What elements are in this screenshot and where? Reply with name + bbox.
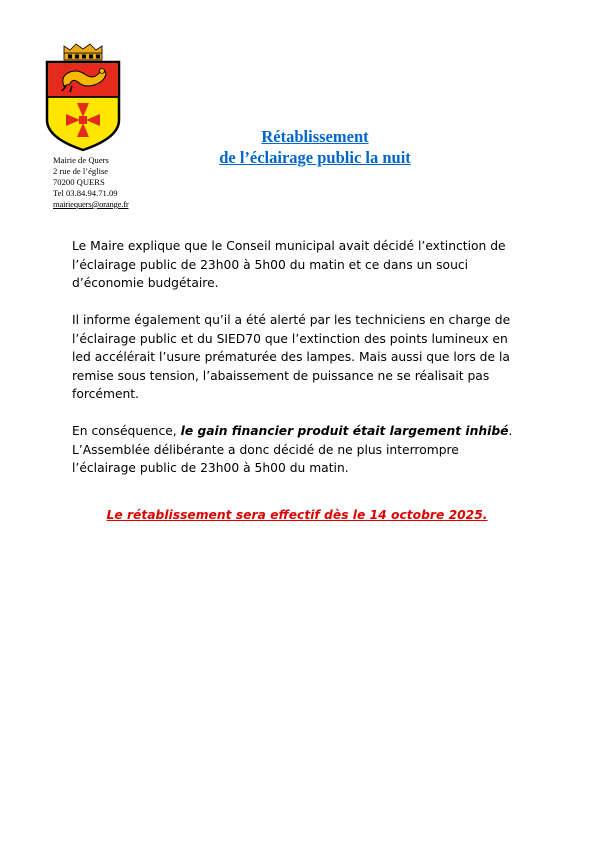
effective-date-notice: Le rétablissement sera effectif dès le 14 octobre 2025. <box>106 508 488 522</box>
paragraph-3 <box>72 422 522 478</box>
coat-of-arms-icon <box>44 42 122 152</box>
paragraph-3-end: . L’Assemblée délibérante a donc décidé de ne plus interrompre l’éclairage public de 23h00 à 5h00 du matin. <box>72 424 513 475</box>
document-title <box>160 126 470 168</box>
address-email-link[interactable]: mairiequers@orange.fr <box>53 199 129 209</box>
mairie-address <box>53 155 153 210</box>
title-line-2: de l’éclairage public la nuit <box>219 148 411 167</box>
crown-icon <box>64 44 102 60</box>
document-body <box>72 237 522 496</box>
paragraph-3-emphasis: le gain financier produit était largement inhibé <box>180 424 509 438</box>
address-name: Mairie de Quers <box>53 155 109 165</box>
address-city: 70200 QUERS <box>53 177 105 187</box>
address-phone: Tel 03.84.94.71.09 <box>53 188 118 198</box>
paragraph-2: Il informe également qu’il a été alerté par les techniciens en charge de l’éclairage public et du SIED70 que l’extinction des points lumineux en led accélérait l’usure prématurée des lampes. Mais aussi que lors de la remise sous tension, l’abaissement de puissance ne se réalisait pas forcément. <box>72 313 511 401</box>
title-line-1: Rétablissement <box>261 127 369 146</box>
address-street: 2 rue de l’église <box>53 166 109 176</box>
paragraph-3-start: En conséquence, <box>72 424 181 438</box>
paragraph-1: Le Maire explique que le Conseil municipal avait décidé l’extinction de l’éclairage public de 23h00 à 5h00 du matin et ce dans un souci d’économie budgétaire. <box>72 239 506 290</box>
